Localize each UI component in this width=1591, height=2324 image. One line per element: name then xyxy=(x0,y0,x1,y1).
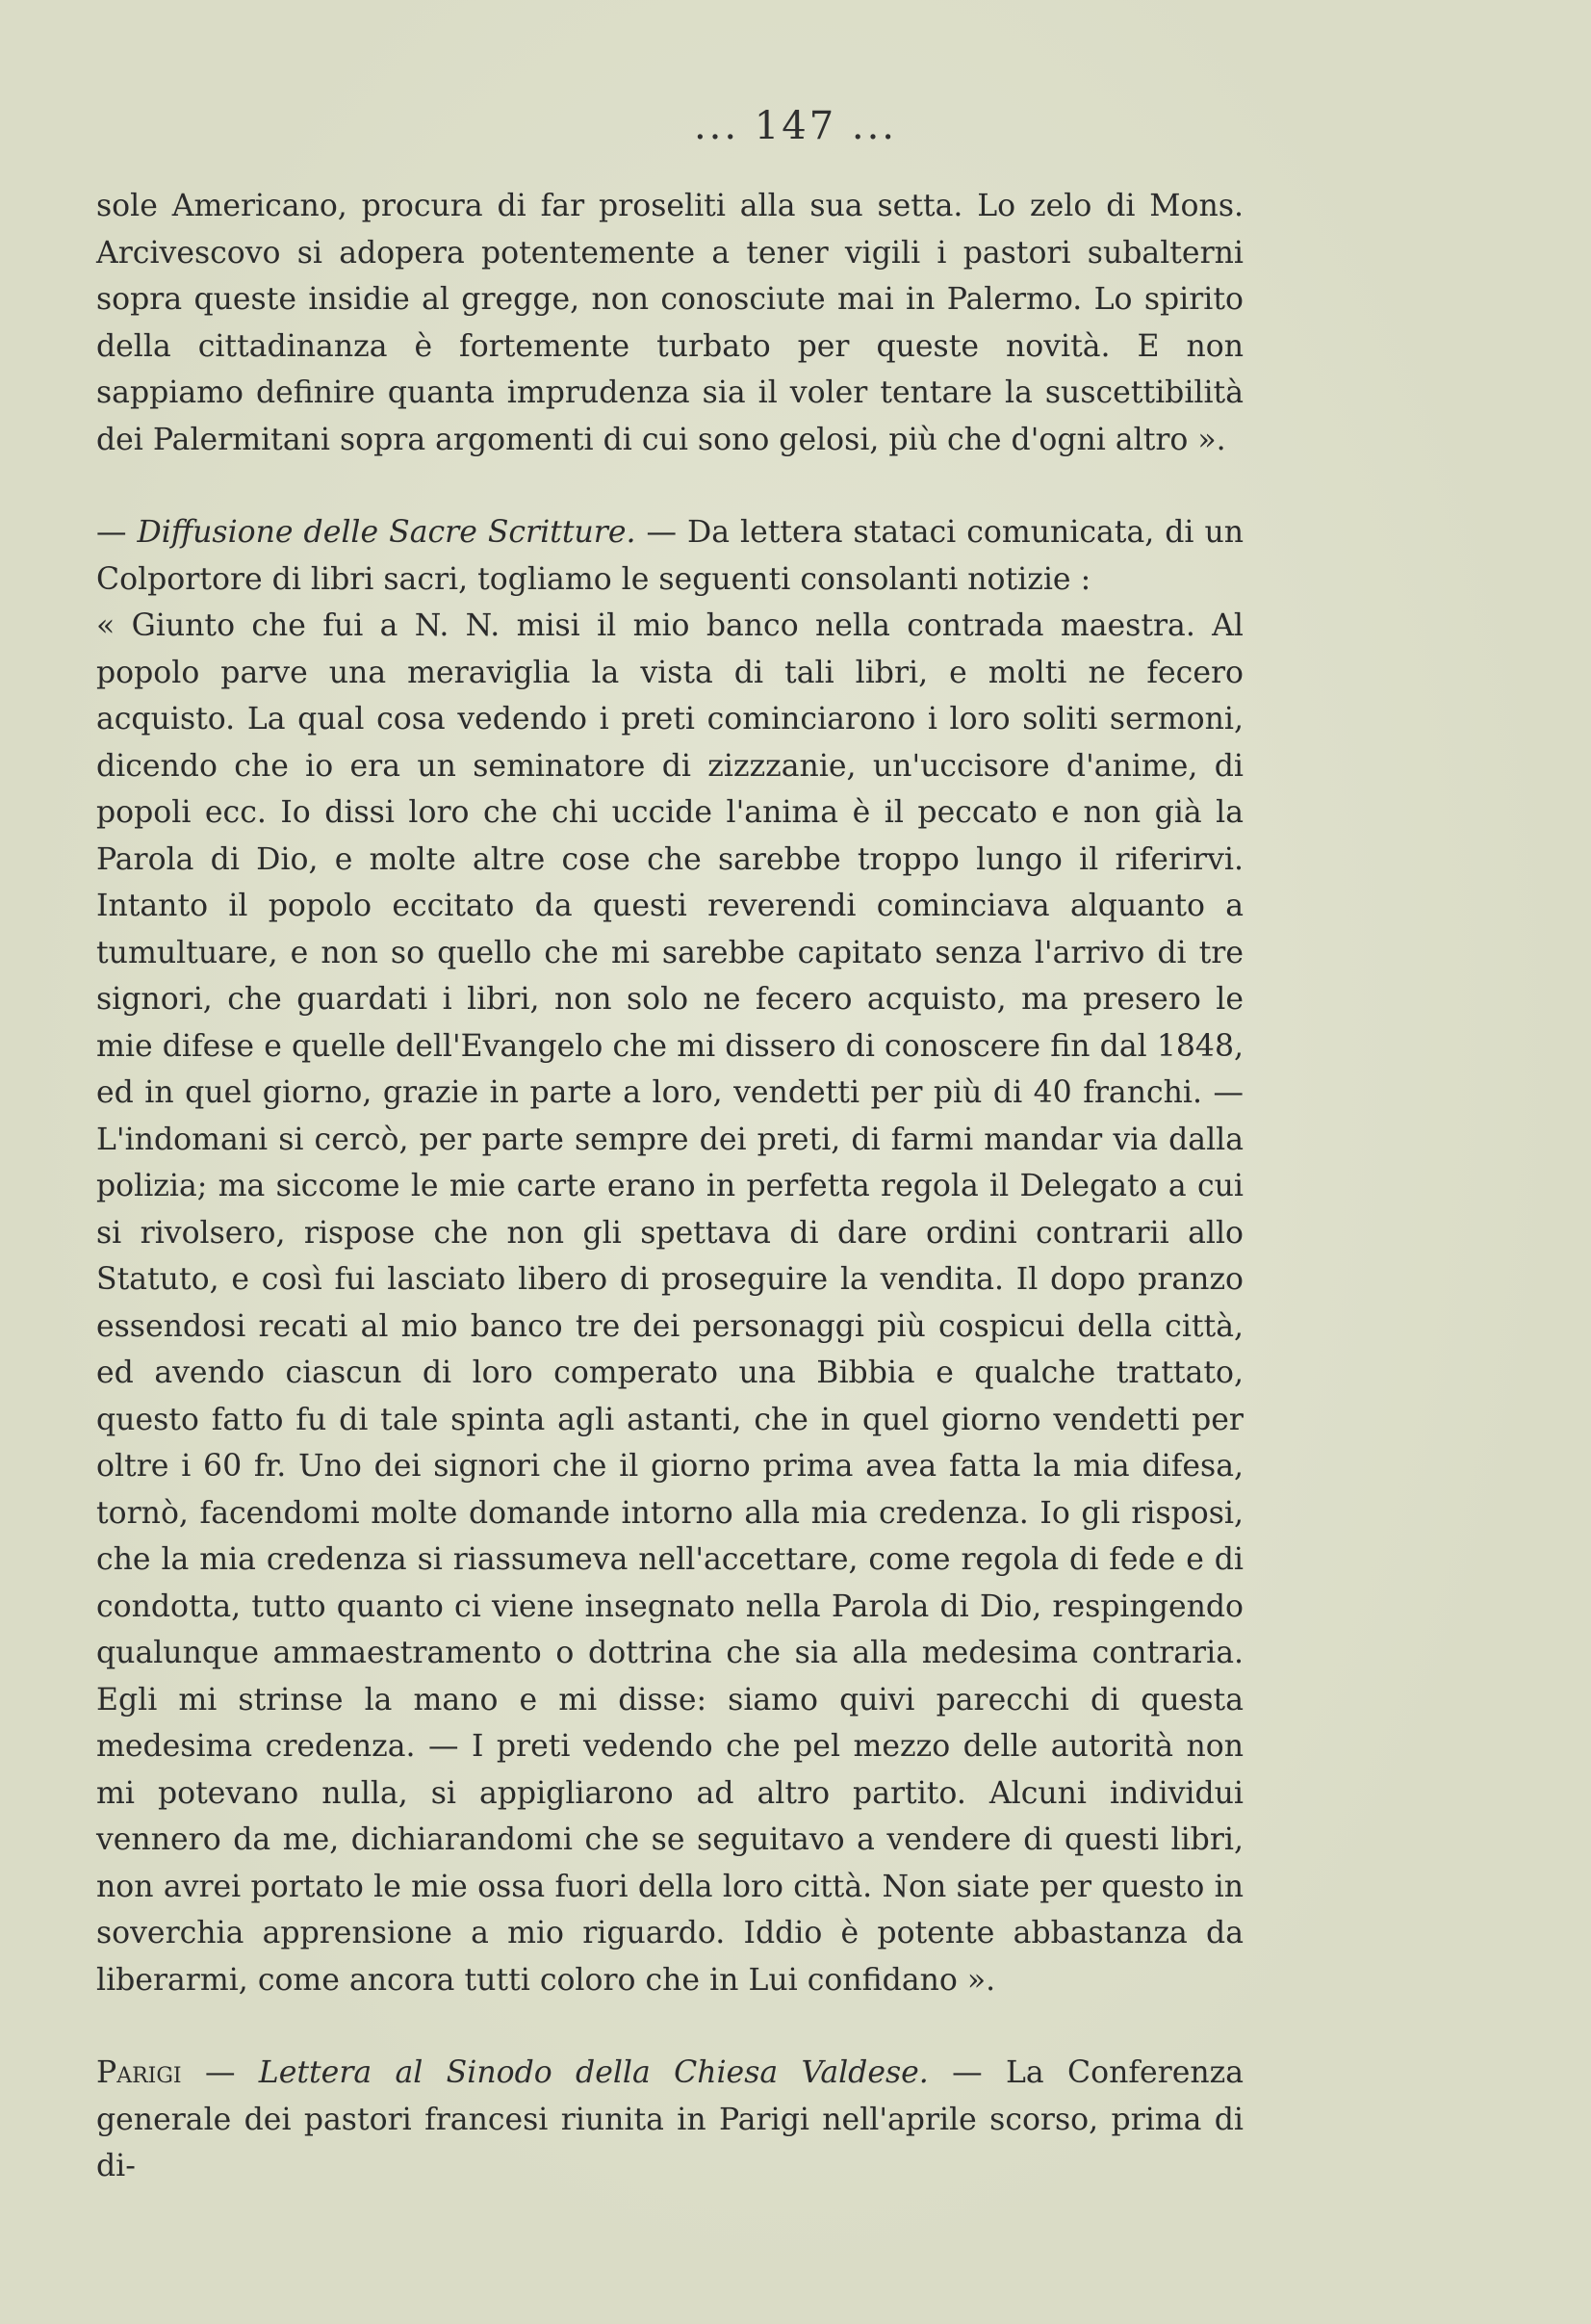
section-dash: — xyxy=(96,515,127,550)
paragraph-spacer xyxy=(96,2003,1244,2050)
page-body xyxy=(96,183,1244,2190)
paragraph-continuation: sole Americano, procura di far proseliti alla sua setta. Lo zelo di Mons. Arcivescovo si adopera potentemente a tener vigili i pastori subalterni sopra queste insidie al gregge, non conosciute mai in Palermo. Lo spirito della cittadinanza è fortemente turbato per queste novità. E non sappiamo definire quanta imprudenza sia il voler tentare la suscettibilità dei Palermitani sopra argomenti di cui sono gelosi, più che d'ogni altro ». xyxy=(96,189,1244,457)
section-parigi xyxy=(96,2050,1244,2190)
paragraph-spacer xyxy=(96,463,1244,509)
section-place: Parigi xyxy=(96,2055,182,2090)
section-heading: Diffusione delle Sacre Scritture. xyxy=(137,515,636,550)
page-number: ... 147 ... xyxy=(693,104,898,148)
section-diffusione xyxy=(96,509,1244,603)
section-intro: — Da lettera stataci comunicata, di un Colportore di libri sacri, togliamo le seguenti consolanti notizie : xyxy=(96,515,1245,597)
section-text: — La Conferenza generale dei pastori francesi riunita in Parigi nell'aprile scorso, prima di di- xyxy=(96,2055,1245,2183)
section-dash: — xyxy=(204,2055,236,2090)
section-heading: Lettera al Sinodo della Chiesa Valdese. xyxy=(258,2055,929,2090)
colportore-letter: « Giunto che fui a N. N. misi il mio banco nella contrada maestra. Al popolo parve una meraviglia la vista di tali libri, e molti ne fecero acquisto. La qual cosa vedendo i preti cominciarono i loro soliti sermoni, dicendo che io era un seminatore di zizzzanie, un'uccisore d'anime, di popoli ecc. Io dissi loro che chi uccide l'anima è il peccato e non già la Parola di Dio, e molte altre cose che sarebbe troppo lungo il riferirvi. Intanto il popolo eccitato da questi reverendi cominciava alquanto a tumultuare, e non so quello che mi sarebbe capitato senza l'arrivo di tre signori, che guardati i libri, non solo ne fecero acquisto, ma presero le mie difese e quelle dell'Evangelo che mi dissero di conoscere fin dal 1848, ed in quel giorno, grazie in parte a loro, vendetti per più di 40 franchi. — L'indomani si cercò, per parte sempre dei preti, di farmi mandar via dalla polizia; ma siccome le mie carte erano in perfetta regola il Delegato a cui si rivolsero, rispose che non gli spettava di dare ordini contrarii allo Statuto, e così fui lasciato libero di proseguire la vendita. Il dopo pranzo essendosi recati al mio banco tre dei personaggi più cospicui della città, ed avendo ciascun di loro comperato una Bibbia e qualche trattato, questo fatto fu di tale spinta agli astanti, che in quel giorno vendetti per oltre i 60 fr. Uno dei signori che il giorno prima avea fatta la mia difesa, tornò, facendomi molte domande intorno alla mia credenza. Io gli risposi, che la mia credenza si riassumeva nell'accettare, come regola di fede e di condotta, tutto quanto ci viene insegnato nella Parola di Dio, respingendo qualunque ammaestramento o dottrina che sia alla medesima contraria. Egli mi strinse la mano e mi disse: siamo quivi parecchi di questa medesima credenza. — I preti vedendo che pel mezzo delle autorità non mi potevano nulla, si appigliarono ad altro partito. Alcuni individui vennero da me, dichiarandomi che se seguitavo a vendere di questi libri, non avrei portato le mie ossa fuori della loro città. Non siate per questo in soverchia apprensione a mio riguardo. Iddio è potente abbastanza da liberarmi, come ancora tutti coloro che in Lui confidano ». xyxy=(96,608,1244,1998)
